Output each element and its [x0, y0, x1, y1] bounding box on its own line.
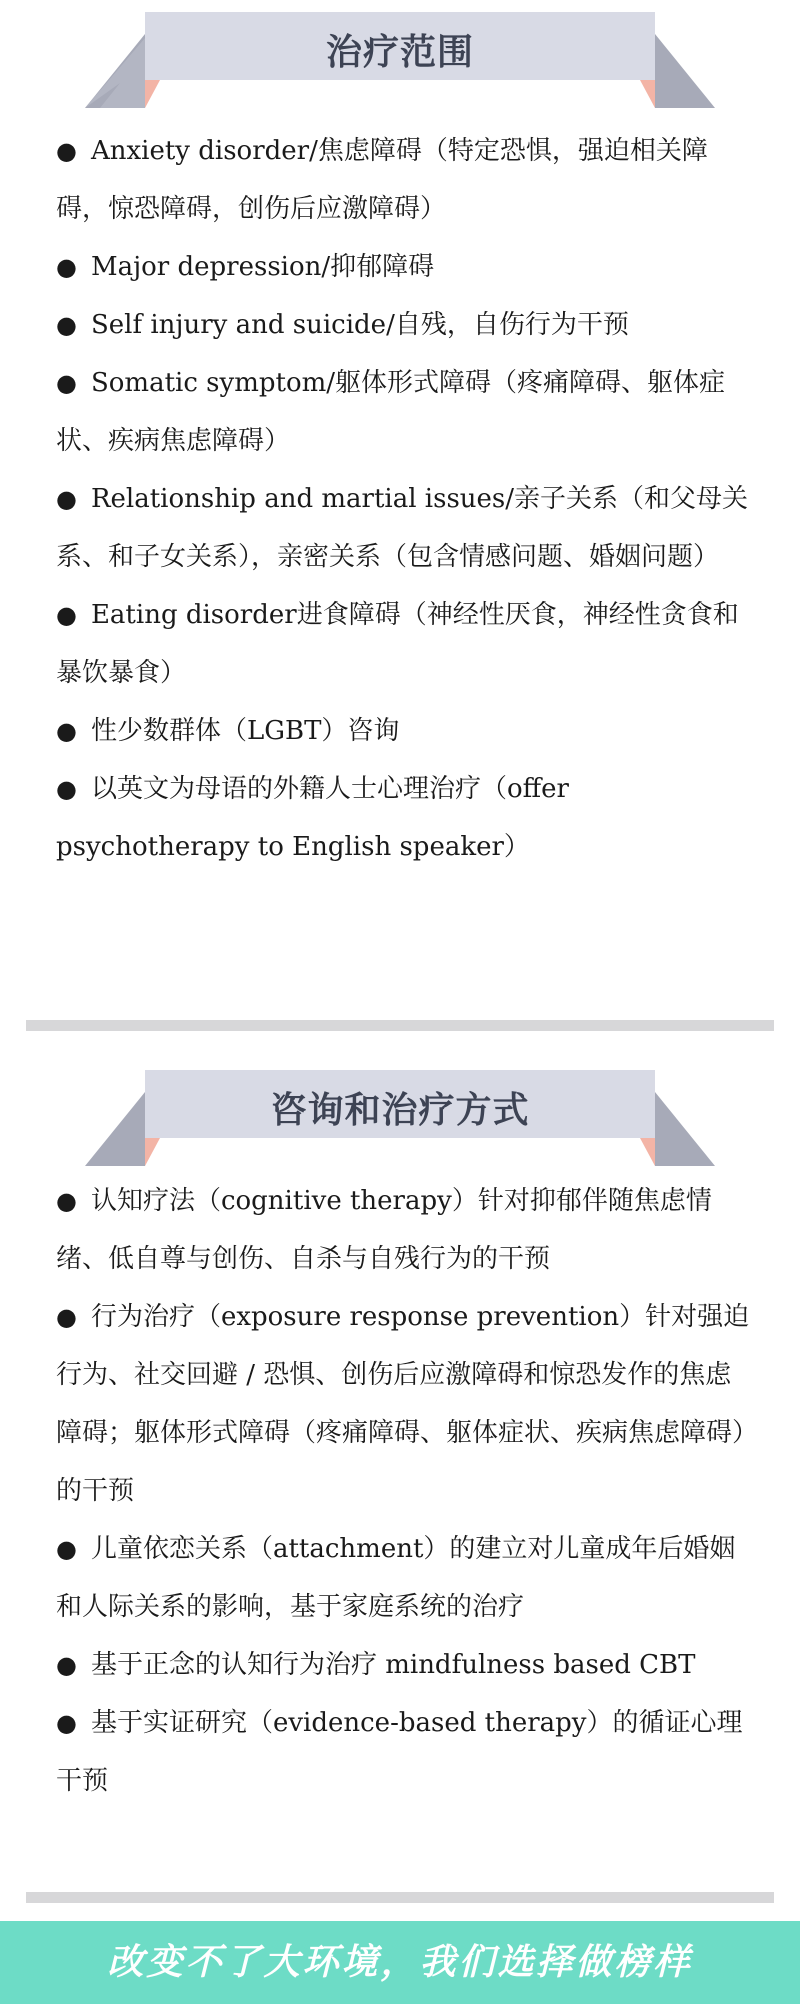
footer-banner	[0, 1921, 800, 2004]
bullet-icon: ●	[56, 253, 77, 281]
bullet-icon: ●	[56, 1651, 77, 1679]
section-divider	[26, 1020, 774, 1031]
bullet-icon: ●	[56, 311, 77, 339]
list-item: ● Anxiety disorder/焦虑障碍（特定恐惧，强迫相关障碍，惊恐障碍，创伤后应激障碍）	[56, 122, 756, 238]
list-item: ● 认知疗法（cognitive therapy）针对抑郁伴随焦虑情绪、低自尊与创伤、自杀与自残行为的干预	[56, 1172, 756, 1288]
list-item: ● Major depression/抑郁障碍	[56, 238, 756, 296]
bullet-icon: ●	[56, 1187, 77, 1215]
list-item: ● Relationship and martial issues/亲子关系（和父母关系、和子女关系），亲密关系（包含情感问题、婚姻问题）	[56, 470, 756, 586]
bullet-icon: ●	[56, 601, 77, 629]
treatment-scope-list	[56, 122, 756, 876]
bullet-icon: ●	[56, 717, 77, 745]
list-item: ● 基于正念的认知行为治疗 mindfulness based CBT	[56, 1636, 756, 1694]
list-item: ● Self injury and suicide/自残，自伤行为干预	[56, 296, 756, 354]
list-item: ● 性少数群体（LGBT）咨询	[56, 702, 756, 760]
bullet-icon: ●	[56, 137, 77, 165]
section-divider	[26, 1892, 774, 1903]
bullet-icon: ●	[56, 775, 77, 803]
section-title: 咨询和治疗方式	[270, 1090, 530, 1131]
list-item: ● 行为治疗（exposure response prevention）针对强迫行为、社交回避 / 恐惧、创伤后应激障碍和惊恐发作的焦虑障碍；躯体形式障碍（疼痛障碍、躯体症状、疾病焦虑障碍）的干预	[56, 1288, 756, 1520]
footer-slogan: 改变不了大环境，我们选择做榜样	[107, 1941, 693, 1983]
list-item: ● Somatic symptom/躯体形式障碍（疼痛障碍、躯体症状、疾病焦虑障碍）	[56, 354, 756, 470]
therapy-methods-list	[56, 1172, 756, 1810]
list-item: ● 基于实证研究（evidence-based therapy）的循证心理干预	[56, 1694, 756, 1810]
section-banner-therapy-methods	[0, 1066, 800, 1166]
bullet-icon: ●	[56, 369, 77, 397]
bullet-icon: ●	[56, 1303, 77, 1331]
list-item: ● 儿童依恋关系（attachment）的建立对儿童成年后婚姻和人际关系的影响，基于家庭系统的治疗	[56, 1520, 756, 1636]
bullet-icon: ●	[56, 485, 77, 513]
bullet-icon: ●	[56, 1709, 77, 1737]
section-banner-treatment-scope	[0, 8, 800, 108]
list-item: ● 以英文为母语的外籍人士心理治疗（offer psychotherapy to English speaker）	[56, 760, 756, 876]
list-item: ● Eating disorder进食障碍（神经性厌食，神经性贪食和暴饮暴食）	[56, 586, 756, 702]
bullet-icon: ●	[56, 1535, 77, 1563]
section-title: 治疗范围	[325, 32, 474, 73]
